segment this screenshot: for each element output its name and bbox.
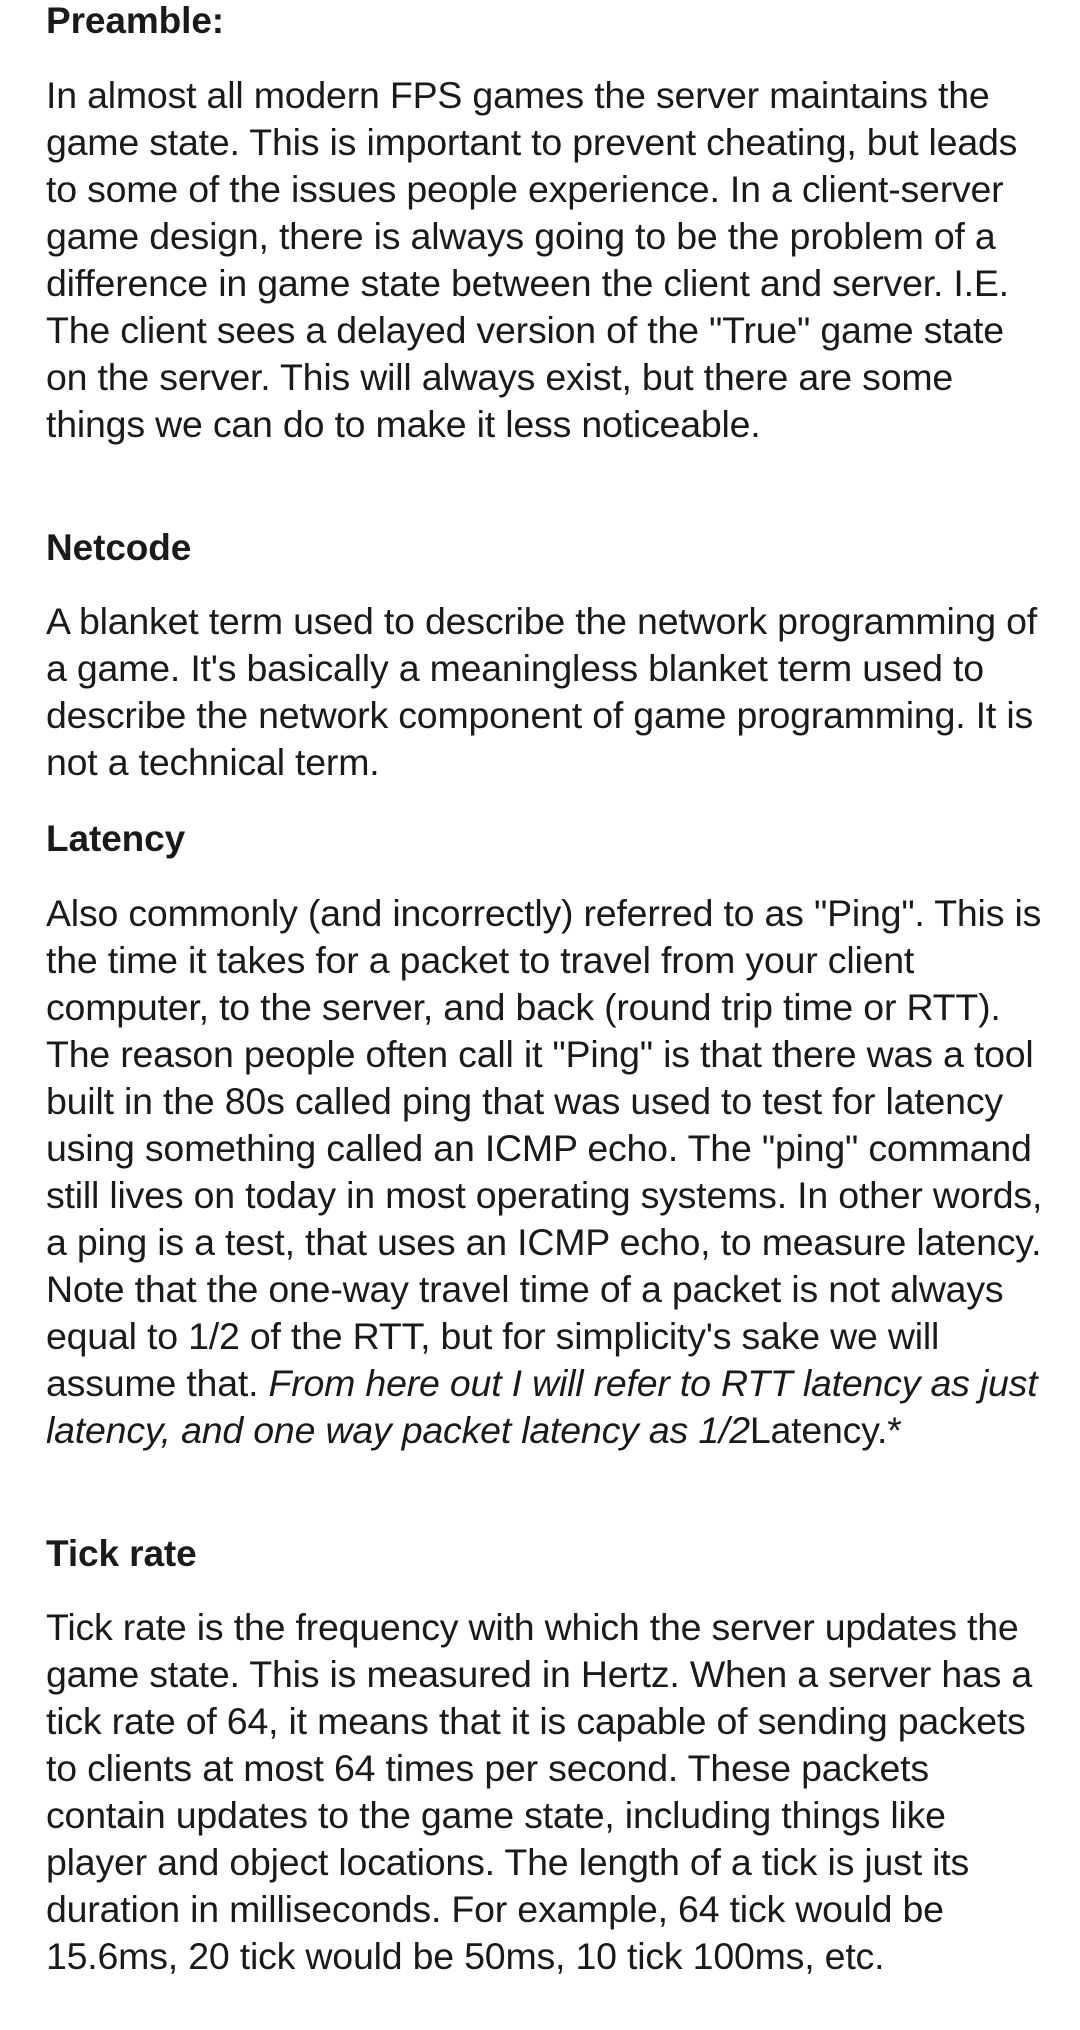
section-body-tick-rate: Tick rate is the frequency with which the server updates the game state. This is measured in Hertz. When a server has a tick rate of 64, it means that it is capable of sending packets to clients at most 64 times per second. These packets contain updates to the game state, including things like player and object locations. The length of a tick is just its duration in milliseconds. For example, 64 tick would be 15.6ms, 20 tick would be 50ms, 10 tick 100ms, etc. xyxy=(46,1606,1033,1977)
section-body-netcode: A blanket term used to describe the network programming of a game. It's basically a meaningless blanket term used to describe the network component of game programming. It is not a technical term. xyxy=(46,600,1037,783)
section-body-preamble: In almost all modern FPS games the server maintains the game state. This is important to prevent cheating, but leads to some of the issues people experience. In a client-server game design, there is always going to be the problem of a difference in game state between the client and server. I.E. The client sees a delayed version of the "True" game state on the server. This will always exist, but there are some things we can do to make it less noticeable. xyxy=(46,74,1018,445)
section-heading-preamble: Preamble: xyxy=(46,0,225,41)
section-body-latency xyxy=(46,890,1056,1454)
section-heading-netcode: Netcode xyxy=(46,527,192,568)
section-heading-latency: Latency xyxy=(46,818,186,859)
latency-italic-note: From here out I will refer to RTT latency as just latency, and one way packet latency as 1/2 xyxy=(46,1362,1038,1451)
section-heading-tick-rate: Tick rate xyxy=(46,1533,197,1574)
latency-body-tail: Latency.* xyxy=(749,1409,902,1451)
latency-body-text: Also commonly (and incorrectly) referred to as "Ping". This is the time it takes for a packet to travel from your client computer, to the server, and back (round trip time or RTT). The reason people often call it "Ping" is that there was a tool built in the 80s called ping that was used to test for latency using something called an ICMP echo. The "ping" command still lives on today in most operating systems. In other words, a ping is a test, that uses an ICMP echo, to measure latency. Note that the one-way travel time of a packet is not always equal to 1/2 of the RTT, but for simplicity's sake we will assume that. xyxy=(46,892,1043,1404)
